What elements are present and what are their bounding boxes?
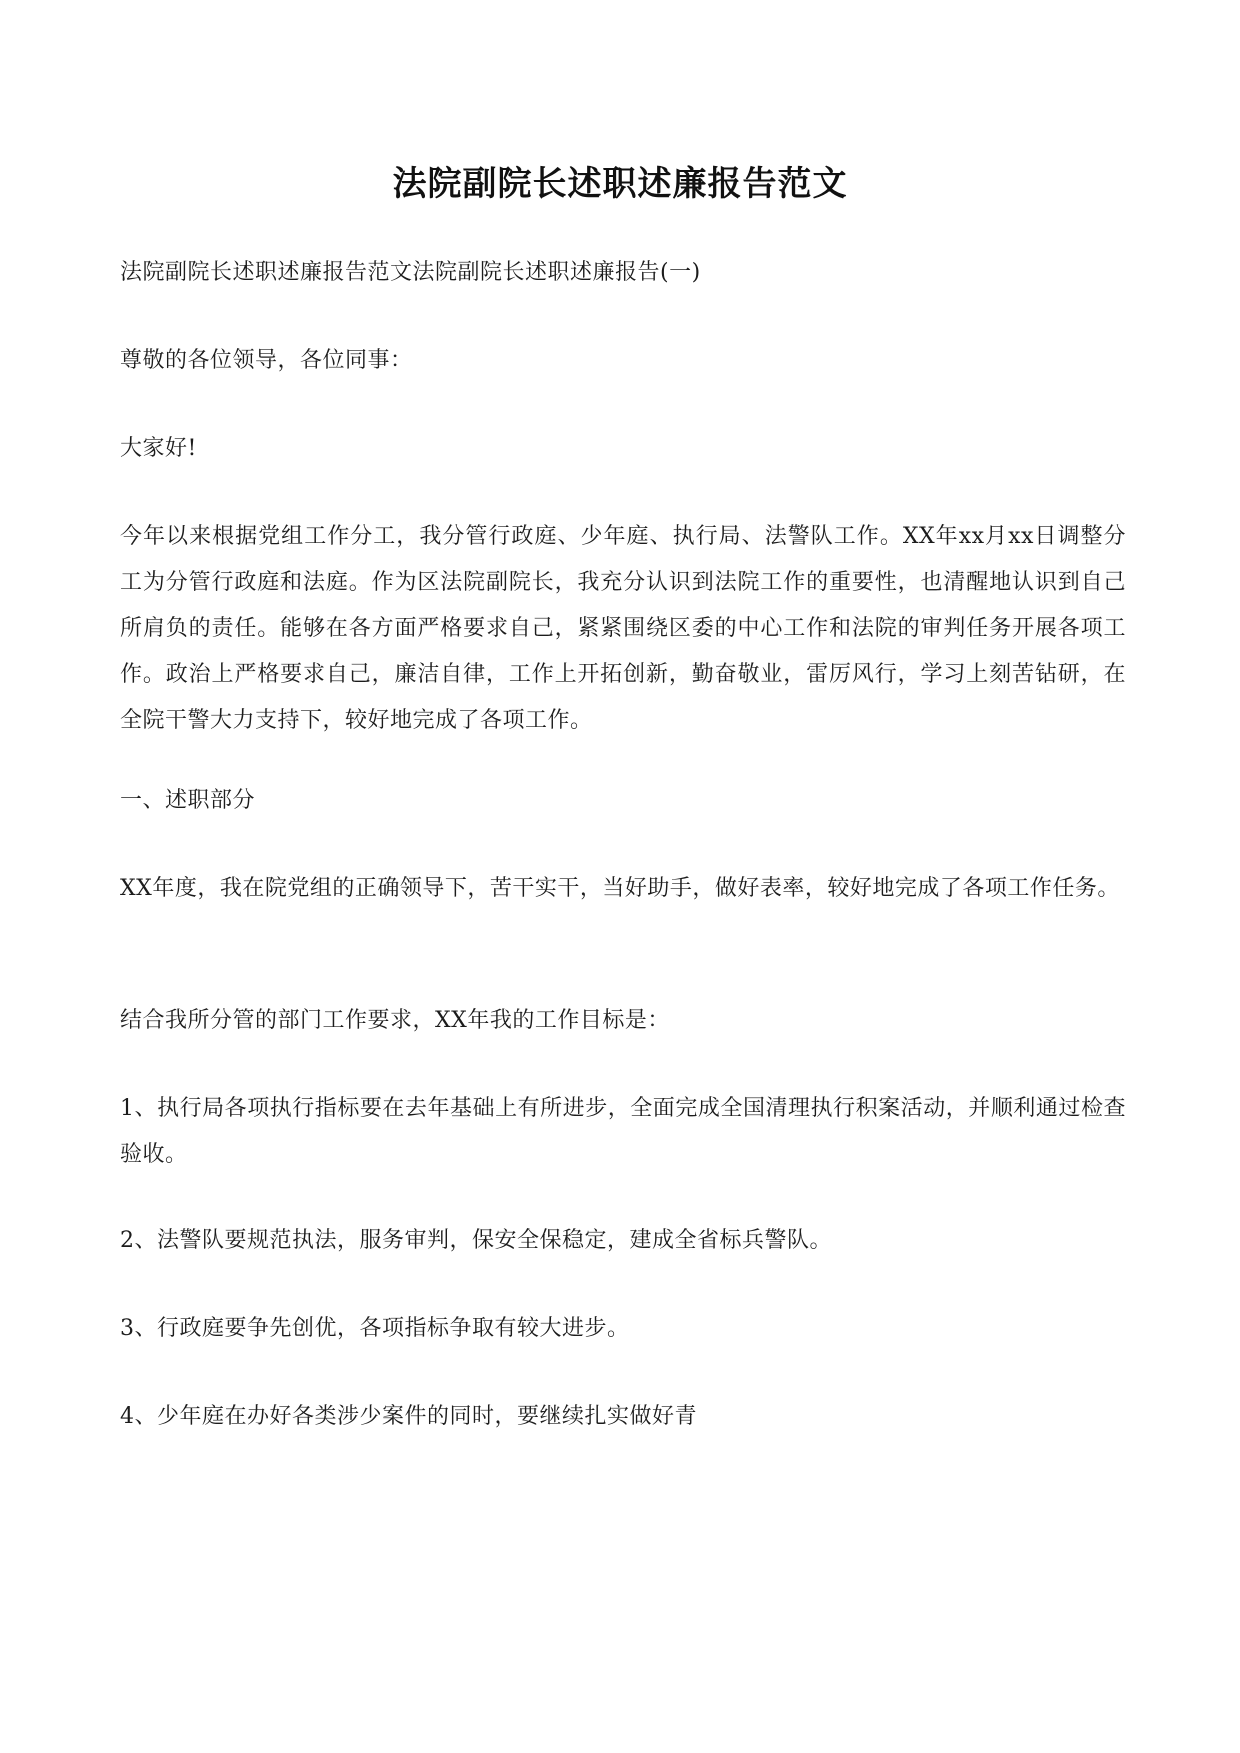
paragraph-goals-intro: 结合我所分管的部门工作要求，XX年我的工作目标是： <box>120 1008 670 1033</box>
section-heading-1: 一、述职部分 <box>120 788 256 813</box>
paragraph-subtitle: 法院副院长述职述廉报告范文法院副院长述职述廉报告(一) <box>120 260 701 285</box>
paragraph-annual-summary: XX年度，我在院党组的正确领导下，苦干实干，当好助手，做好表率，较好地完成了各项工作任务。 <box>120 876 1120 901</box>
document-title: 法院副院长述职述廉报告范文 <box>392 164 848 204</box>
paragraph-intro: 今年以来根据党组工作分工，我分管行政庭、少年庭、执行局、法警队工作。XX年xx月xx日调整分工为分管行政庭和法庭。作为区法院副院长，我充分认识到法院工作的重要性，也清醒地认识到自己所肩负的责任。能够在各方面严格要求自己，紧紧围绕区委的中心工作和法院的审判任务开展各项工作。政治上严格要求自己，廉洁自律，工作上开拓创新，勤奋敬业，雷厉风行，学习上刻苦钻研，在全院干警大力支持下，较好地完成了各项工作。 <box>120 524 1126 733</box>
paragraph-greeting: 大家好! <box>120 436 197 461</box>
list-item-goal-3: 3、行政庭要争先创优，各项指标争取有较大进步。 <box>120 1316 630 1341</box>
list-item-goal-1: 1、执行局各项执行指标要在去年基础上有所进步，全面完成全国清理执行积案活动，并顺利通过检查验收。 <box>120 1096 1126 1167</box>
paragraph-salutation: 尊敬的各位领导，各位同事： <box>120 348 413 373</box>
list-item-goal-4: 4、少年庭在办好各类涉少案件的同时，要继续扎实做好青 <box>120 1404 697 1429</box>
list-item-goal-2: 2、法警队要规范执法，服务审判，保安全保稳定，建成全省标兵警队。 <box>120 1228 832 1253</box>
